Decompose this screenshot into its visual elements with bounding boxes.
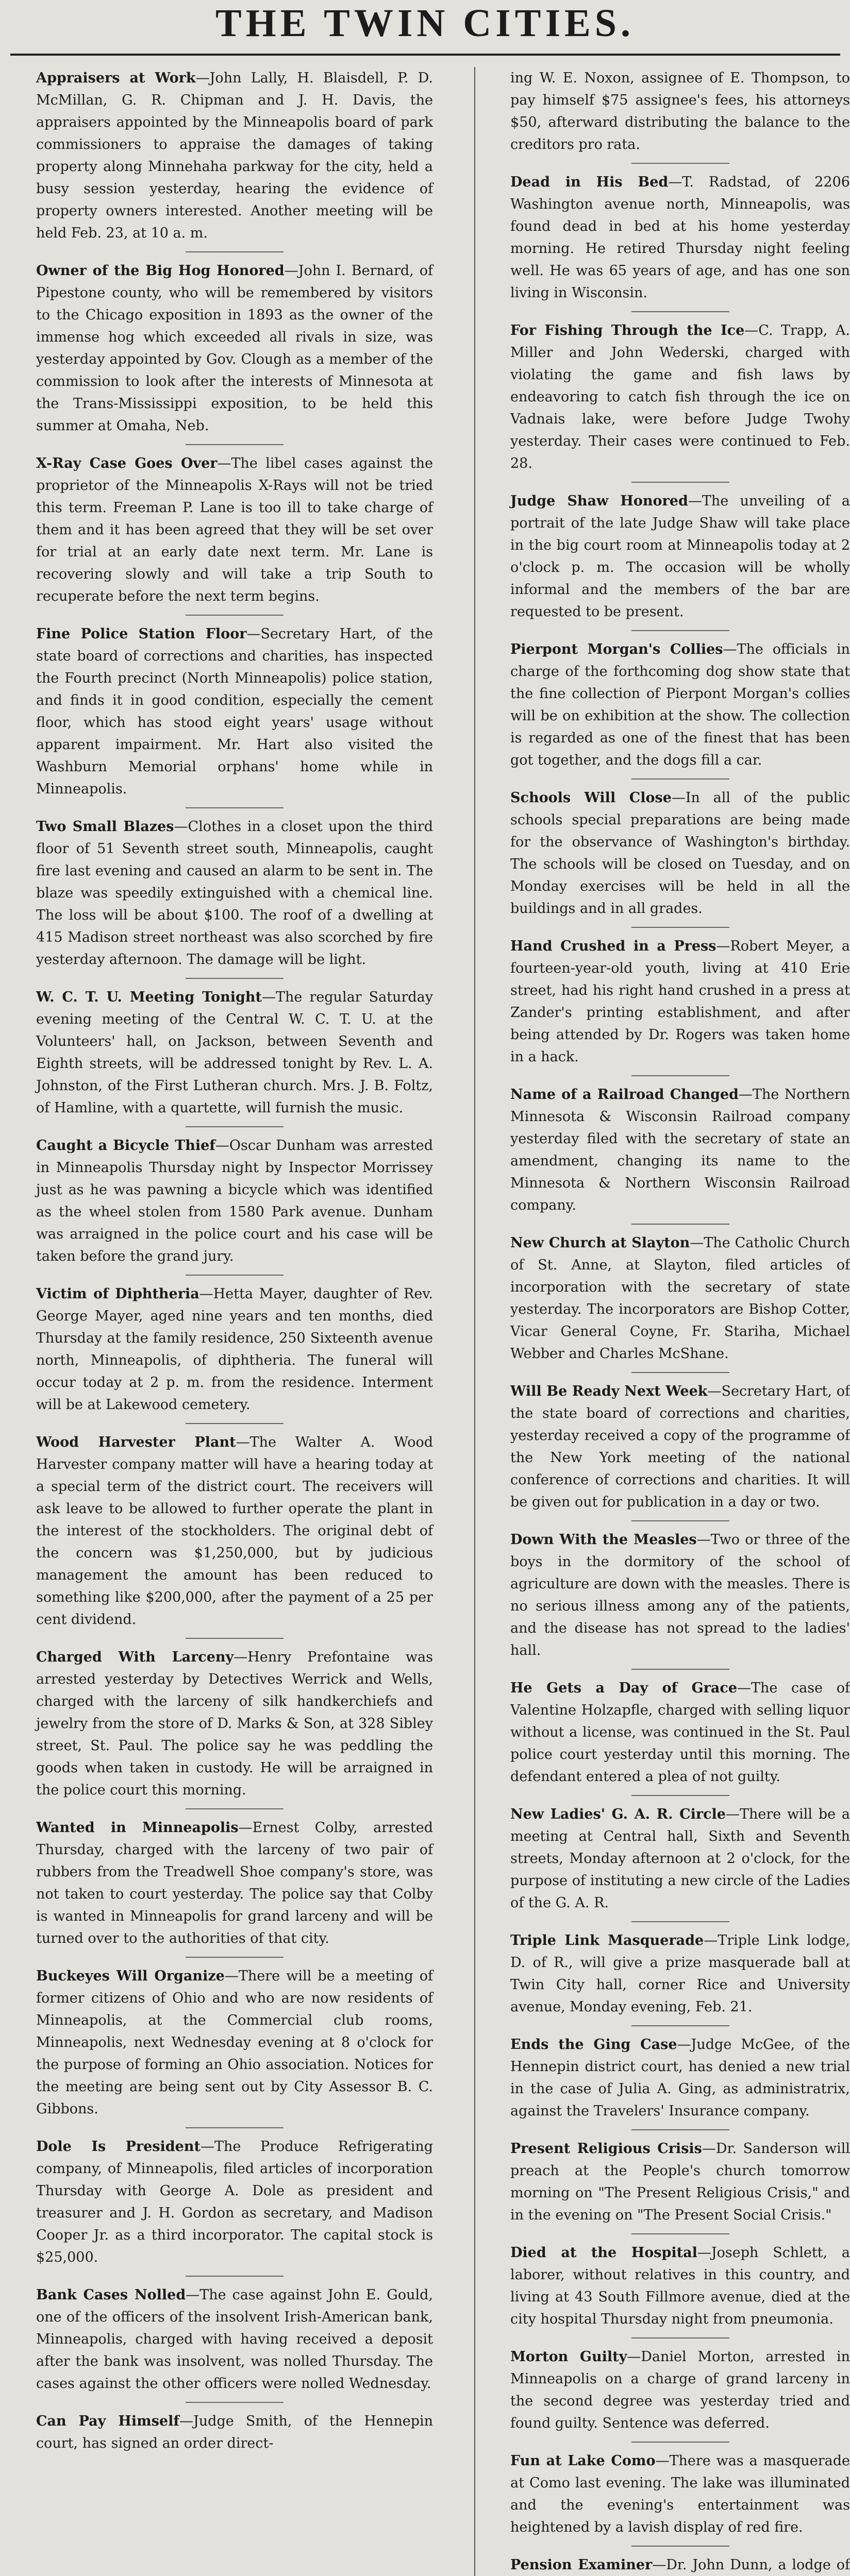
article-body: —The case of Valentine Holzapfle, charged with selling liquor without a license, was continued in the St. Paul police court yesterday until this morning. The defendant entered a plea of not guilty. xyxy=(510,1680,850,1785)
article-headline: Present Religious Crisis xyxy=(510,2141,702,2157)
article xyxy=(36,1965,433,2120)
article xyxy=(510,1929,850,2018)
article xyxy=(36,260,433,437)
article-body: —John Lally, H. Blaisdell, P. D. McMillan, G. R. Chipman and J. H. Davis, the appraisers appointed by the Minneapolis board of park commissioners to appraise the damages of taking property along Minnehaha parkway for the city, held a busy session yesterday, hearing the evidence of property owners interested. Another meeting will be held Feb. 23, at 10 a. m. xyxy=(36,70,433,241)
article-divider xyxy=(631,2442,729,2443)
article xyxy=(36,986,433,1119)
article-body: —John I. Bernard, of Pipestone county, who will be remembered by visitors to the Chicago exposition in 1893 as the owner of the immense hog which exceeded all rivals in size, was yesterday appointed by Gov. Clough as a member of the commission to look after the interests of Minnesota at the Trans-Mississippi exposition, to be held this summer at Omaha, Neb. xyxy=(36,263,433,434)
left-column xyxy=(36,67,433,2462)
article-headline: Buckeyes Will Organize xyxy=(36,1968,225,1984)
article xyxy=(510,638,850,771)
article-body: —In all of the public schools special preparations are being made for the observance of Washington's birthday. The schools will be closed on Tuesday, and on Monday exercises will be held in all the buildings and in all grades. xyxy=(510,790,850,917)
article-body: —Robert Meyer, a fourteen-year-old youth, living at 410 Erie street, had his right hand crushed in a press at Zander's printing establishment, and after being attended by Dr. Rogers was taken home in a hack. xyxy=(510,938,850,1065)
article xyxy=(510,1380,850,1513)
article-divider xyxy=(631,1075,729,1076)
article xyxy=(36,1646,433,1801)
article-divider xyxy=(631,1669,729,1670)
article-headline: Pension Examiner xyxy=(510,2557,653,2573)
article xyxy=(510,1529,850,1662)
article-body: —The Produce Refrigerating company, of Minneapolis, filed articles of incorporation Thursday with George A. Dole as president and treasurer and J. H. Gordon as secretary, and Madison Cooper Jr. as a third incorporator. The capital stock is $25,000. xyxy=(36,2139,433,2265)
article xyxy=(510,2346,850,2434)
article-divider xyxy=(186,444,284,445)
article-headline: Triple Link Masquerade xyxy=(510,1933,704,1948)
article-headline: Owner of the Big Hog Honored xyxy=(36,263,285,279)
article-body: —Judge McGee, of the Hennepin district court, has denied a new trial in the case of Julia A. Ging, as administratrix, against the Travelers' Insurance company. xyxy=(510,2037,850,2119)
article-body: ing W. E. Noxon, assignee of E. Thompson, to pay himself $75 assignee's fees, his attorneys $50, afterward distributing the balance to the creditors pro rata. xyxy=(510,70,850,152)
article-divider xyxy=(186,1275,284,1276)
article-body: —Dr. John Dunn, a lodge of xyxy=(652,2557,850,2573)
article-divider xyxy=(631,2025,729,2026)
article-headline: Pierpont Morgan's Collies xyxy=(510,641,723,657)
article-body: —The Walter A. Wood Harvester company matter will have a hearing today at a special term of the district court. The receivers will ask leave to be allowed to further operate the plant in the interest of the stockholders. The original debt of the concern was $1,250,000, but by judicious management the amount has been reduced to something like $200,000, after the payment of a 25 per cent dividend. xyxy=(36,1434,433,1628)
article-headline: Two Small Blazes xyxy=(36,819,174,835)
article-body: —The officials in charge of the forthcoming dog show state that the fine collection of Pierpont Morgan's collies will be on exhibition at the show. The collection is regarded as one of the finest that has been got together, and the dogs fill a car. xyxy=(510,641,850,768)
article-divider xyxy=(631,311,729,312)
article-headline: Name of a Railroad Changed xyxy=(510,1087,739,1103)
article-body: —The libel cases against the proprietor of the Minneapolis X-Rays will not be tried this term. Freeman P. Lane is too ill to take charge of them and it has been agreed that they will be set over for trial at an early date next term. Mr. Lane is recovering slowly and will take a trip South to recuperate before the next term begins. xyxy=(36,455,433,604)
article-divider xyxy=(186,2276,284,2277)
article xyxy=(36,1134,433,1267)
article-headline: Can Pay Himself xyxy=(36,2413,179,2429)
article-divider xyxy=(186,1638,284,1639)
article xyxy=(510,2554,850,2576)
article-headline: For Fishing Through the Ice xyxy=(510,323,745,338)
article-headline: New Church at Slayton xyxy=(510,1235,690,1251)
article-headline: Wood Harvester Plant xyxy=(36,1434,236,1450)
article xyxy=(510,2242,850,2330)
article-body: —Daniel Morton, arrested in Minneapolis on a charge of grand larceny in the second degree was yesterday tried and found guilty. Sentence was deferred. xyxy=(510,2349,850,2431)
title-rule xyxy=(10,54,840,56)
article xyxy=(36,623,433,800)
article-divider xyxy=(631,163,729,164)
article-divider xyxy=(631,2129,729,2130)
article xyxy=(36,452,433,607)
article xyxy=(510,787,850,920)
article xyxy=(36,816,433,971)
article-divider xyxy=(631,2337,729,2338)
article-divider xyxy=(186,1423,284,1424)
article xyxy=(510,935,850,1068)
article xyxy=(36,2410,433,2454)
article xyxy=(510,1677,850,1788)
article xyxy=(510,2450,850,2538)
article-body: —Dr. Sanderson will preach at the People's church tomorrow morning on "The Present Religious Crisis," and in the evening on "The Present Social Crisis." xyxy=(510,2141,850,2223)
article-body: —Ernest Colby, arrested Thursday, charged with the larceny of two pair of rubbers from the Treadwell Shoe company's store, was not taken to court yesterday. The police say that Colby is wanted in Minneapolis for grand larceny and will be turned over to the authorities of that city. xyxy=(36,1820,434,1946)
article-divider xyxy=(186,1957,284,1958)
article-body: —The unveiling of a portrait of the late Judge Shaw will take place in the big court room at Minneapolis today at 2 o'clock p. m. The occasion will be wholly informal and the members of the bar are requested to be present. xyxy=(510,493,850,620)
article-divider xyxy=(631,2546,729,2547)
article-divider xyxy=(186,1808,284,1809)
article xyxy=(510,1083,850,1216)
article-body: —Two or three of the boys in the dormitory of the school of agriculture are down with the measles. There is no serious illness among any of the patients, and the disease has not spread to the ladies' hall. xyxy=(510,1532,850,1658)
article-divider xyxy=(186,978,284,979)
article-headline: W. C. T. U. Meeting Tonight xyxy=(36,989,262,1005)
article-divider xyxy=(631,778,729,779)
article xyxy=(510,490,850,623)
article-body: —Oscar Dunham was arrested in Minneapolis Thursday night by Inspector Morrissey just as he was pawning a bicycle which was identified as the wheel stolen from 1580 Park avenue. Dunham was arraigned in the police court and his case will be taken before the grand jury. xyxy=(36,1138,433,1264)
article-headline: Schools Will Close xyxy=(510,790,672,806)
article-headline: X-Ray Case Goes Over xyxy=(36,455,218,471)
article xyxy=(36,1817,433,1950)
article xyxy=(510,171,850,304)
article-headline: Caught a Bicycle Thief xyxy=(36,1138,215,1154)
article-divider xyxy=(186,615,284,616)
article-body: —The Catholic Church of St. Anne, at Slayton, filed articles of incorporation with the secretary of state yesterday. The incorporators are Bishop Cotter, Vicar General Coyne, Fr. Stariha, Michael Webber and Charles McShane. xyxy=(510,1235,850,1362)
article xyxy=(36,2136,433,2268)
article-body: —Secretary Hart, of the state board of corrections and charities, yesterday received a copy of the programme of the New York meeting of the national conference of corrections and charities. It will be given out for publication in a day or two. xyxy=(510,1383,850,1510)
article-body: —Clothes in a closet upon the third floor of 51 Seventh street south, Minneapolis, caught fire last evening and caused an alarm to be sent in. The blaze was speedily extinguished with a chemical line. The loss will be about $100. The roof of a dwelling at 415 Madison street northeast was also scorched by fire yesterday afternoon. The damage will be light. xyxy=(36,819,433,968)
article-body: —Secretary Hart, of the state board of corrections and charities, has inspected the Fourth precinct (North Minneapolis) police station, and finds it in good condition, especially the cement floor, which has stood eight years' usage without apparent impairment. Mr. Hart also visited the Washburn Memorial orphans' home while in Minneapolis. xyxy=(36,626,433,797)
article-body: —Triple Link lodge, D. of R., will give a prize masquerade ball at Twin City hall, corner Rice and University avenue, Monday evening, Feb. 21. xyxy=(510,1933,850,2015)
article-body: —T. Radstad, of 2206 Washington avenue north, Minneapolis, was found dead in bed at his home yesterday morning. He retired Thursday night feeling well. He was 65 years of age, and has one son living in Wisconsin. xyxy=(510,174,850,301)
article-body: —There will be a meeting of former citizens of Ohio and who are now residents of Minneapolis, at the Commercial club rooms, Minneapolis, next Wednesday evening at 8 o'clock for the purpose of forming an Ohio association. Notices for the meeting are being sent out by City Assessor B. C. Gibbons. xyxy=(36,1968,433,2117)
article-headline: Appraisers at Work xyxy=(36,70,196,86)
article xyxy=(510,2138,850,2226)
article-divider xyxy=(186,251,284,252)
article-body: —There was a masquerade at Como last evening. The lake was illuminated and the evening's entertainment was heightened by a lavish display of red fire. xyxy=(510,2453,850,2535)
article xyxy=(36,1431,433,1631)
article-divider xyxy=(631,2233,729,2234)
article xyxy=(36,2284,433,2395)
article xyxy=(510,1232,850,1365)
right-column xyxy=(510,67,850,2576)
article-headline: Dole Is President xyxy=(36,2139,201,2155)
article-divider xyxy=(631,1372,729,1373)
article-divider xyxy=(186,2127,284,2128)
article-headline: Ends the Ging Case xyxy=(510,2037,677,2053)
article-headline: Hand Crushed in a Press xyxy=(510,938,716,954)
article-divider xyxy=(186,807,284,808)
article-headline: Bank Cases Nolled xyxy=(36,2287,186,2303)
article-headline: Judge Shaw Honored xyxy=(510,493,688,509)
article-divider xyxy=(186,1126,284,1127)
article-body: —The case against John E. Gould, one of the officers of the insolvent Irish-American bank, Minneapolis, charged with having received a deposit after the bank was insolvent, was nolled Thursday. The cases against the other officers were nolled Wednesday. xyxy=(36,2287,433,2392)
article-body: —Henry Prefontaine was arrested yesterday by Detectives Werrick and Wells, charged with the larceny of silk handkerchiefs and jewelry from the store of D. Marks & Son, at 328 Sibley street, St. Paul. The police say he was peddling the goods when taken in custody. He will be arraigned in the police court this morning. xyxy=(36,1649,433,1798)
article xyxy=(36,67,433,244)
column-separator xyxy=(474,67,475,2576)
article-headline: Down With the Measles xyxy=(510,1532,697,1548)
article-headline: Dead in His Bed xyxy=(510,174,669,190)
article-divider xyxy=(631,482,729,483)
article-body: —The regular Saturday evening meeting of the Central W. C. T. U. at the Volunteers' hall, on Jackson, between Seventh and Eighth streets, will be addressed tonight by Rev. L. A. Johnston, of the First Lutheran church. Mrs. J. B. Foltz, of Hamline, with a quartette, will furnish the music. xyxy=(36,989,433,1116)
article-divider xyxy=(631,630,729,631)
article-divider xyxy=(631,1921,729,1922)
article-headline: Charged With Larceny xyxy=(36,1649,234,1665)
article-body: —The Northern Minnesota & Wisconsin Railroad company yesterday filed with the secretary of state an amendment, changing its name to the Minnesota & Northern Wisconsin Railroad company. xyxy=(510,1087,850,1213)
article xyxy=(510,2033,850,2122)
article-headline: Wanted in Minneapolis xyxy=(36,1820,239,1836)
article-divider xyxy=(631,1520,729,1521)
article-headline: Will Be Ready Next Week xyxy=(510,1383,708,1399)
article-divider xyxy=(631,1224,729,1225)
article-headline: New Ladies' G. A. R. Circle xyxy=(510,1806,726,1822)
article-body: —There will be a meeting at Central hall, Sixth and Seventh streets, Monday afternoon at 2 o'clock, for the purpose of instituting a new circle of the Ladies of the G. A. R. xyxy=(510,1806,850,1911)
article-divider xyxy=(631,927,729,928)
article-headline: He Gets a Day of Grace xyxy=(510,1680,738,1696)
article-headline: Morton Guilty xyxy=(510,2349,627,2365)
article xyxy=(510,1803,850,1914)
page-title: THE TWIN CITIES. xyxy=(215,2,635,45)
article xyxy=(510,319,850,474)
article xyxy=(510,67,850,156)
article-divider xyxy=(631,1795,729,1796)
article-headline: Fun at Lake Como xyxy=(510,2453,656,2469)
article xyxy=(36,1283,433,1416)
article-headline: Fine Police Station Floor xyxy=(36,626,247,642)
article-body: —Joseph Schlett, a laborer, without relatives in this country, and living at 43 South Fillmore avenue, died at the city hospital Thursday night from pneumonia. xyxy=(510,2245,850,2327)
article-headline: Died at the Hospital xyxy=(510,2245,697,2261)
article-divider xyxy=(186,2402,284,2403)
article-body: —Judge Smith, of the Hennepin court, has signed an order direct- xyxy=(36,2413,434,2451)
article-body: —Hetta Mayer, daughter of Rev. George Mayer, aged nine years and ten months, died Thursday at the family residence, 250 Sixteenth avenue north, Minneapolis, of diphtheria. The funeral will occur today at 2 p. m. from the residence. Interment will be at Lakewood cemetery. xyxy=(36,1286,433,1413)
article-headline: Victim of Diphtheria xyxy=(36,1286,199,1302)
article-body: —C. Trapp, A. Miller and John Wederski, charged with violating the game and fish laws by endeavoring to catch fish through the ice on Vadnais lake, were before Judge Twohy yesterday. Their cases were continued to Feb. 28. xyxy=(510,323,850,471)
